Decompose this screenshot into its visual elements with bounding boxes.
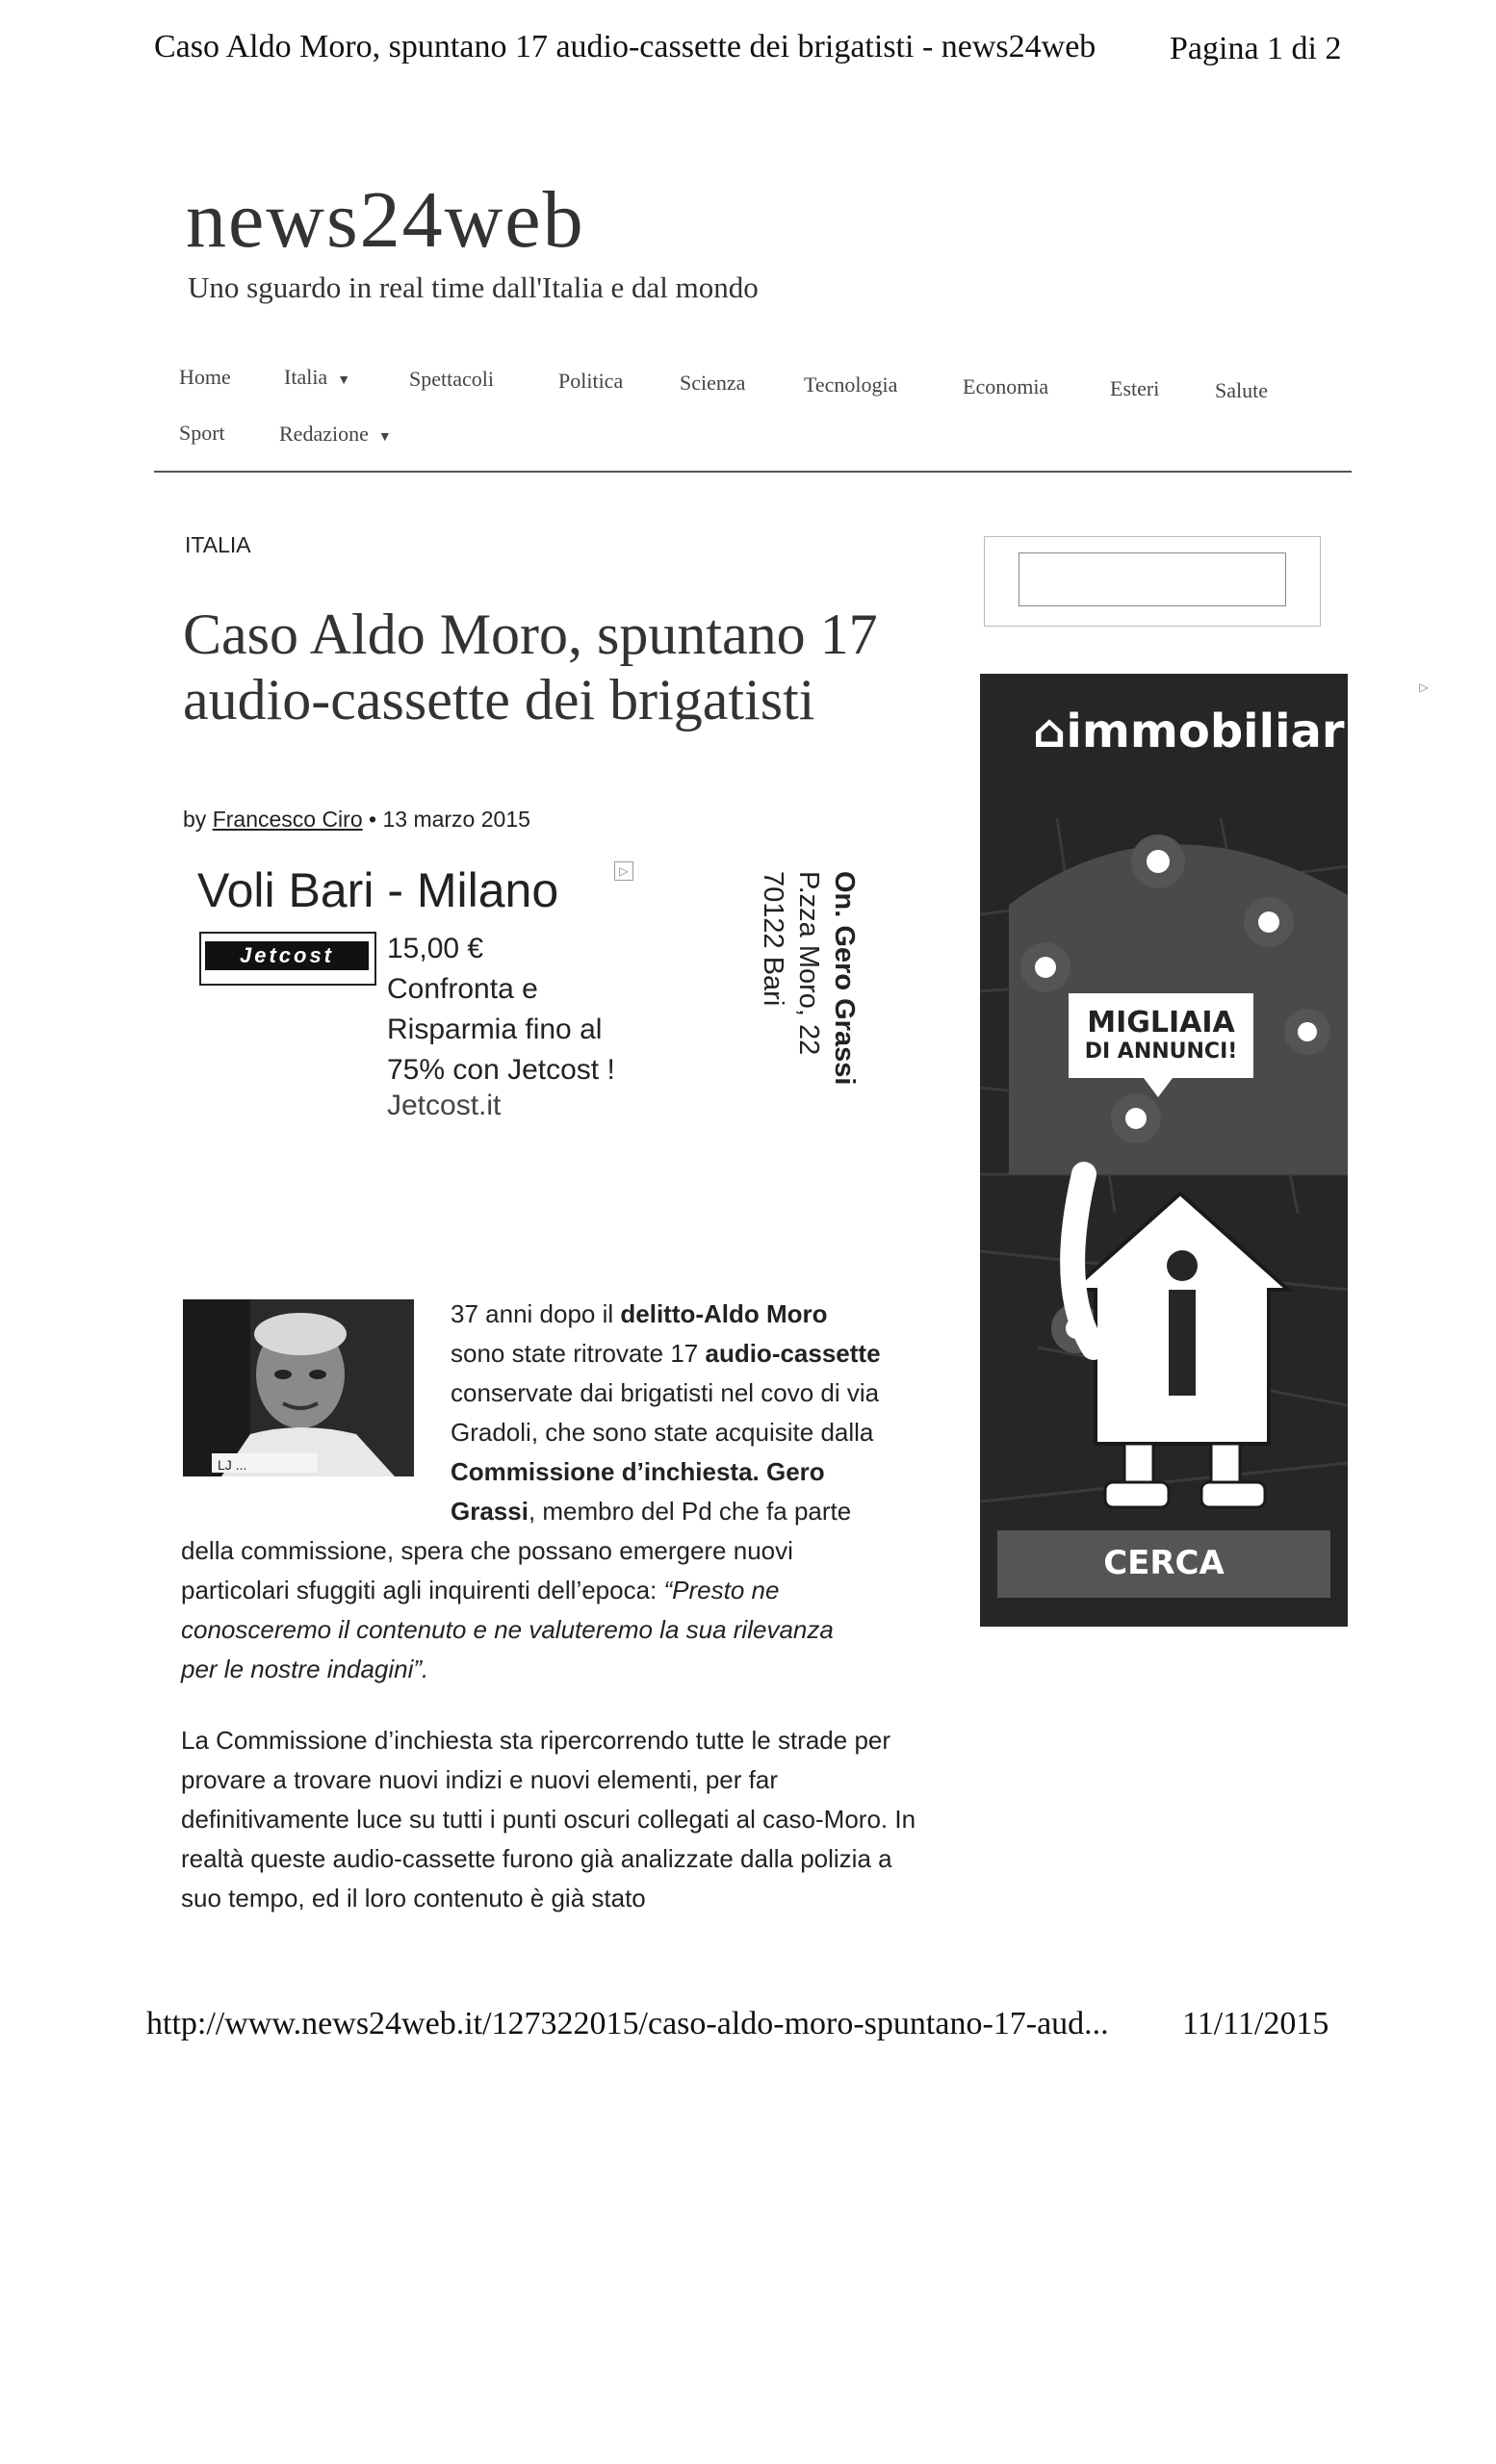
article-byline: [183, 807, 530, 833]
nav-item-home[interactable]: Home: [179, 365, 231, 389]
article-paragraph-1-top: 37 anni dopo il delitto-Aldo Moro sono state ritrovate 17 audio-cassette conservate dai brigatisti nel covo di via Gradoli, che sono state acquisite dalla Commissione d’inchiesta. Gero Grassi, membro del Pd che fa parte: [451, 1295, 932, 1531]
address-city: 70122 Bari: [758, 871, 788, 1007]
nav-item-tecnologia[interactable]: Tecnologia: [804, 372, 898, 397]
tag-link-commissione[interactable]: Commissione d’inchiesta. Gero: [451, 1457, 825, 1486]
ad-line-3: 75% con Jetcost !: [387, 1054, 615, 1086]
ad-price: 15,00 €: [387, 933, 484, 964]
article-category[interactable]: ITALIA: [185, 532, 251, 557]
banner-cta-button[interactable]: CERCA: [1103, 1544, 1225, 1582]
banner-graphic: [980, 674, 1348, 1627]
ad-headline[interactable]: Voli Bari - Milano: [197, 863, 559, 917]
article-paragraph-1-bottom: della commissione, spera che possano emergere nuovi particolari sfuggiti agli inquirenti dell’epoca: “Presto ne conosceremo il contenuto e ne valuteremo la sua rilevanza per le nostre indagini”.: [181, 1536, 834, 1683]
tag-link-grassi[interactable]: Grassi: [451, 1497, 529, 1526]
ad-description: [387, 929, 637, 1091]
sidebar-search-input[interactable]: [1019, 552, 1286, 606]
immobiliare-banner-ad[interactable]: [980, 674, 1348, 1627]
author-link[interactable]: Francesco Ciro: [212, 807, 363, 832]
nav-item-salute[interactable]: Salute: [1215, 378, 1268, 402]
byline-prefix: by: [183, 807, 207, 832]
jetcost-logo[interactable]: [199, 932, 376, 986]
print-footer-url: http://www.news24web.it/127322015/caso-aldo-moro-spuntano-17-aud...: [146, 2006, 1109, 2041]
nav-item-italia[interactable]: Italia ▼: [284, 365, 351, 389]
svg-text:LJ ...: LJ ...: [218, 1457, 247, 1473]
caret-down-icon: ▼: [377, 430, 392, 445]
nav-item-spettacoli[interactable]: Spettacoli: [409, 367, 494, 391]
site-tagline: Uno sguardo in real time dall'Italia e dal mondo: [188, 270, 759, 304]
nav-item-esteri[interactable]: Esteri: [1110, 376, 1160, 400]
ad-line-1: Confronta e: [387, 973, 538, 1005]
tag-link-audio-cassette[interactable]: audio-cassette: [705, 1339, 881, 1368]
sidebar-widget: [984, 536, 1321, 627]
address-street: P.zza Moro, 22: [793, 871, 824, 1056]
nav-item-scienza[interactable]: Scienza: [680, 371, 746, 395]
print-page-number: Pagina 1 di 2: [1170, 31, 1342, 66]
adchoices-icon[interactable]: ▷: [614, 861, 633, 881]
print-footer-date: 11/11/2015: [1182, 2006, 1329, 2041]
address-block: [746, 871, 862, 1131]
byline-separator: •: [369, 807, 377, 832]
nav-item-economia[interactable]: Economia: [963, 374, 1049, 398]
print-header-title: Caso Aldo Moro, spuntano 17 audio-cassette dei brigatisti - news24web: [154, 29, 1096, 64]
adchoices-icon-sidebar[interactable]: ▷: [1419, 680, 1429, 694]
nav-item-sport[interactable]: Sport: [179, 421, 225, 445]
banner-brand: ⌂immobiliar: [1033, 705, 1345, 758]
article-title: Caso Aldo Moro, spuntano 17 audio-cassette dei brigatisti: [183, 603, 878, 732]
house-icon: ⌂: [1033, 705, 1067, 758]
address-name: On. Gero Grassi: [829, 871, 860, 1086]
nav-item-redazione[interactable]: Redazione ▼: [279, 422, 392, 446]
ad-line-2: Risparmia fino al: [387, 1014, 603, 1045]
nav-divider: [154, 471, 1352, 473]
jetcost-logo-text: Jetcost: [205, 941, 369, 970]
caret-down-icon: ▼: [337, 373, 351, 388]
nav-item-politica[interactable]: Politica: [558, 369, 624, 393]
article-date: 13 marzo 2015: [382, 807, 530, 832]
banner-bubble: MIGLIAIA DI ANNUNCI!: [1084, 1006, 1238, 1064]
ad-link[interactable]: Jetcost.it: [387, 1090, 502, 1121]
tag-link-delitto[interactable]: delitto-Aldo Moro: [620, 1299, 828, 1328]
article-paragraph-2: La Commissione d’inchiesta sta ripercorrendo tutte le strade per provare a trovare nuovi indizi e nuovi elementi, per far definitivamente luce su tutti i punti oscuri collegati al caso-Moro. In realtà queste audio-cassette furono già analizzate dalla polizia a suo tempo, ed il loro contenuto è già stato: [181, 1726, 916, 1912]
aldo-moro-photo: [183, 1299, 414, 1476]
portrait-illustration: [183, 1299, 414, 1476]
site-logo[interactable]: news24web: [186, 175, 585, 265]
